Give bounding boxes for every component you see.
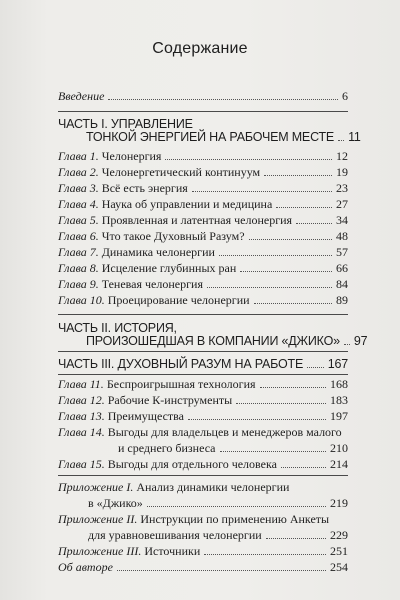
toc-page-number: 183 <box>330 393 348 407</box>
chapter-number: Глава 5. <box>58 213 99 227</box>
toc-chapter <box>58 426 348 455</box>
chapter-title: Преимущества <box>107 409 184 423</box>
toc-page-number: 19 <box>336 165 348 179</box>
chapter-title-cont: и среднего бизнеса <box>118 441 216 455</box>
toc-chapter <box>58 410 348 423</box>
toc-page-number: 66 <box>336 261 348 275</box>
section-divider <box>58 314 348 315</box>
toc-appendix <box>58 481 348 510</box>
leader-dots <box>188 419 326 420</box>
chapter-title: Что такое Духовный Разум? <box>101 229 245 243</box>
leader-dots <box>219 255 332 256</box>
toc-appendix <box>58 545 348 558</box>
toc-chapter <box>58 294 348 307</box>
chapter-number: Глава 9. <box>58 277 99 291</box>
chapter-title: Выгоды для владельцев и менеджеров малого <box>107 425 342 439</box>
appendix-title-cont: для уравновешивания челонергии <box>88 528 262 542</box>
toc-chapter <box>58 458 348 471</box>
part-heading-line2: ПРОИЗОШЕДШАЯ В КОМПАНИИ «ДЖИКО» <box>86 334 340 348</box>
leader-dots <box>220 451 326 452</box>
toc-chapter <box>58 246 348 259</box>
leader-dots <box>147 506 326 507</box>
toc-page-number: 89 <box>336 293 348 307</box>
chapter-number: Глава 6. <box>58 229 99 243</box>
leader-dots <box>254 303 332 304</box>
chapter-title: Всё есть энергия <box>101 181 188 195</box>
toc-page-number: 167 <box>327 357 348 371</box>
toc-entry-label: Об авторе <box>58 560 113 574</box>
chapter-number: Глава 13. <box>58 409 105 423</box>
toc-part-3 <box>58 358 348 371</box>
chapter-title: Теневая челонергия <box>101 277 203 291</box>
toc-chapter <box>58 378 348 391</box>
part-heading-line1: ЧАСТЬ III. ДУХОВНЫЙ РАЗУМ НА РАБОТЕ <box>58 357 304 371</box>
section-divider <box>58 475 348 476</box>
leader-dots <box>344 344 350 345</box>
leader-dots <box>192 191 332 192</box>
toc-page-number: 12 <box>336 149 348 163</box>
leader-dots <box>117 570 326 571</box>
toc-chapter <box>58 198 348 211</box>
part-heading-line1: ЧАСТЬ I. УПРАВЛЕНИЕ <box>58 117 193 131</box>
toc-page-number: 48 <box>336 229 348 243</box>
leader-dots <box>207 287 332 288</box>
toc-appendix <box>58 513 348 542</box>
chapter-title: Выгоды для отдельного человека <box>107 457 277 471</box>
leader-dots <box>165 159 332 160</box>
toc-page-number: 6 <box>342 89 348 103</box>
leader-dots <box>108 99 338 100</box>
leader-dots <box>338 140 344 141</box>
chapter-number: Глава 1. <box>58 149 99 163</box>
appendix-number: Приложение II. <box>58 512 138 526</box>
chapter-title: Беспроигрышная технология <box>106 377 256 391</box>
leader-dots <box>307 367 324 368</box>
leader-dots <box>204 554 326 555</box>
toc-chapter <box>58 150 348 163</box>
chapter-title: Проецирование челонергии <box>107 293 250 307</box>
section-divider <box>58 351 348 352</box>
toc-page-number: 197 <box>330 409 348 423</box>
toc-chapter <box>58 182 348 195</box>
toc-page-number: 57 <box>336 245 348 259</box>
chapter-number: Глава 3. <box>58 181 99 195</box>
appendix-number: Приложение III. <box>58 544 142 558</box>
toc-part-1 <box>58 117 361 144</box>
chapter-number: Глава 7. <box>58 245 99 259</box>
toc-page-number: 97 <box>353 334 368 348</box>
leader-dots <box>276 207 332 208</box>
toc-page-number: 254 <box>330 560 348 574</box>
toc-page-number: 210 <box>330 441 348 455</box>
part-heading-line2: ТОНКОЙ ЭНЕРГИЕЙ НА РАБОЧЕМ МЕСТЕ <box>86 130 335 144</box>
leader-dots <box>240 271 332 272</box>
leader-dots <box>296 223 332 224</box>
chapter-title: Исцеление глубинных ран <box>101 261 237 275</box>
leader-dots <box>281 467 326 468</box>
chapter-number: Глава 14. <box>58 425 105 439</box>
toc-chapter <box>58 166 348 179</box>
toc-chapter <box>58 394 348 407</box>
part-heading-line1: ЧАСТЬ II. ИСТОРИЯ, <box>58 321 177 335</box>
toc-chapter <box>58 278 348 291</box>
chapter-number: Глава 2. <box>58 165 99 179</box>
chapter-title: Челонергия <box>101 149 162 163</box>
toc-chapter <box>58 262 348 275</box>
toc-page-number: 11 <box>348 130 361 144</box>
appendix-title: Источники <box>144 544 201 558</box>
toc-page-number: 27 <box>336 197 348 211</box>
leader-dots <box>260 387 326 388</box>
toc-entry-about <box>58 561 348 574</box>
toc-page-number: 84 <box>336 277 348 291</box>
toc-page-number: 229 <box>330 528 348 542</box>
leader-dots <box>236 403 326 404</box>
toc-page-number: 34 <box>336 213 348 227</box>
toc-part-2 <box>58 321 368 348</box>
toc-page-number: 251 <box>330 544 348 558</box>
chapter-number: Глава 8. <box>58 261 99 275</box>
toc-page-number: 219 <box>330 496 348 510</box>
toc-page-number: 23 <box>336 181 348 195</box>
chapter-title: Проявленная и латентная челонергия <box>101 213 293 227</box>
section-divider <box>58 111 348 112</box>
toc-entry-label: Введение <box>58 89 105 103</box>
chapter-number: Глава 11. <box>58 377 104 391</box>
leader-dots <box>264 175 332 176</box>
page-title: Содержание <box>152 40 248 57</box>
appendix-title: Инструкции по применению Анкеты <box>140 512 330 526</box>
appendix-title-cont: в «Джико» <box>88 496 143 510</box>
toc-page-number: 214 <box>330 457 348 471</box>
toc-list <box>58 0 368 600</box>
section-divider <box>58 374 348 375</box>
chapter-title: Наука об управлении и медицина <box>101 197 273 211</box>
leader-dots <box>249 239 332 240</box>
chapter-number: Глава 10. <box>58 293 105 307</box>
appendix-title: Анализ динамики челонергии <box>136 480 290 494</box>
chapter-title: Рабочие К-инструменты <box>107 393 233 407</box>
chapter-number: Глава 15. <box>58 457 105 471</box>
chapter-number: Глава 12. <box>58 393 105 407</box>
toc-page-number: 168 <box>330 377 348 391</box>
chapter-title: Динамика челонергии <box>101 245 215 259</box>
toc-chapter <box>58 214 348 227</box>
toc-chapter <box>58 230 348 243</box>
leader-dots <box>266 538 326 539</box>
chapter-title: Челонергетический континуум <box>101 165 261 179</box>
appendix-number: Приложение I. <box>58 480 134 494</box>
chapter-number: Глава 4. <box>58 197 99 211</box>
toc-entry-intro <box>58 90 348 103</box>
